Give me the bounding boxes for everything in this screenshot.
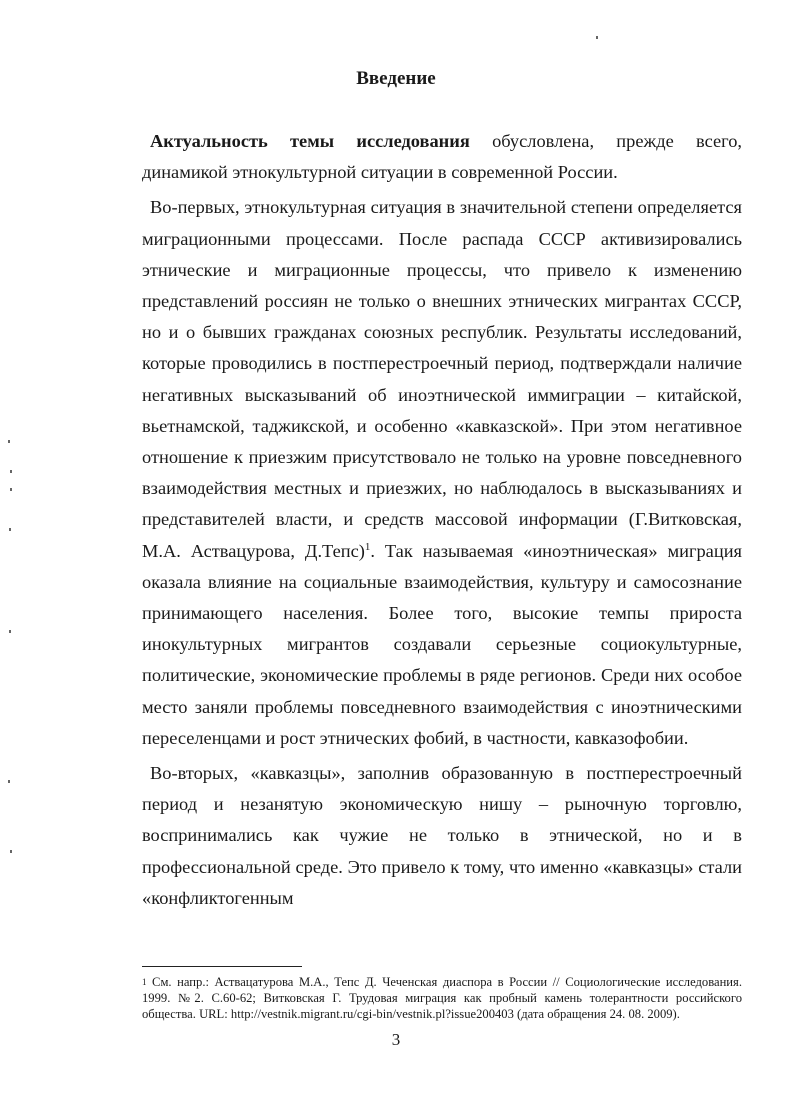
footnote-reference: 1 bbox=[364, 540, 371, 553]
body-text bbox=[142, 126, 742, 918]
paragraph-3 bbox=[142, 758, 742, 914]
page-title: Введение bbox=[356, 68, 436, 89]
paragraph-3-text: Во-вторых, «кавказцы», заполнив образованную в постперестроечный период и незанятую экономическую нишу – рыночную торговлю, воспринимались как чужие не только в этнической, но и в профессиональной среде. Это привело к тому, что именно «кавказцы» стали «конфликтогенным bbox=[142, 763, 742, 908]
paragraph-1 bbox=[142, 126, 742, 188]
page-number: 3 bbox=[391, 1030, 401, 1049]
paragraph-2-text: Во-первых, этнокультурная ситуация в значительной степени определяется миграционными процессами. После распада СССР активизировались этнические и миграционные процессы, что привело к изменению представлений россиян не только о внешних этнических мигрантах СССР, но и о бывших гражданах союзных республик. Результаты исследований, которые проводились в постперестроечный период, подтверждали наличие негативных высказываний об иноэтнической иммиграции – китайской, вьетнамской, таджикской, и особенно «кавказской». При этом негативное отношение к приезжим присутствовало не только на уровне повседневного взаимодействия местных и приезжих, но наблюдалось в высказываниях и представителей власти, и средств массовой информации (Г.Витковская, М.А. Аствацурова, Д.Тепс) bbox=[142, 197, 742, 561]
paragraph-1-text: обусловлена, прежде всего, динамикой этнокультурной ситуации в современной России. bbox=[142, 131, 742, 183]
paragraph-2-text-after: . Так называемая «иноэтническая» миграция оказала влияние на социальные взаимодействия, культуру и самосознание принимающего населения. Более того, высокие темпы прироста инокультурных мигрантов создавали серьезные социокультурные, политические, экономические проблемы в ряде регионов. Среди них особое место заняли проблемы повседневного взаимодействия с иноэтническими переселенцами и рост этнических фобий, в частности, кавказофобии. bbox=[142, 540, 742, 748]
paragraph-2 bbox=[142, 192, 742, 754]
scan-speck bbox=[10, 488, 12, 491]
footnote-separator bbox=[142, 966, 302, 967]
footnote bbox=[142, 974, 742, 1022]
scan-speck bbox=[8, 780, 10, 783]
footnote-marker: 1 bbox=[142, 977, 147, 987]
scan-speck bbox=[9, 630, 11, 633]
scan-speck bbox=[8, 440, 10, 443]
scan-speck bbox=[10, 470, 12, 473]
scan-speck bbox=[9, 528, 11, 531]
footnote-text: См. напр.: Аствацатурова М.А., Тепс Д. Чеченская диаспора в России // Социологические исследования. 1999. №2. С.60-62; Витковская Г. Трудовая миграция как пробный камень толерантности российского общества. URL: http://vestnik.migrant.ru/cgi-bin/vestnik.pl?issue200403 (дата обращения 24. 08. 2009). bbox=[142, 975, 742, 1021]
scan-speck bbox=[10, 850, 12, 853]
lead-phrase: Актуальность темы исследования bbox=[150, 131, 470, 151]
scan-speck bbox=[596, 36, 598, 39]
